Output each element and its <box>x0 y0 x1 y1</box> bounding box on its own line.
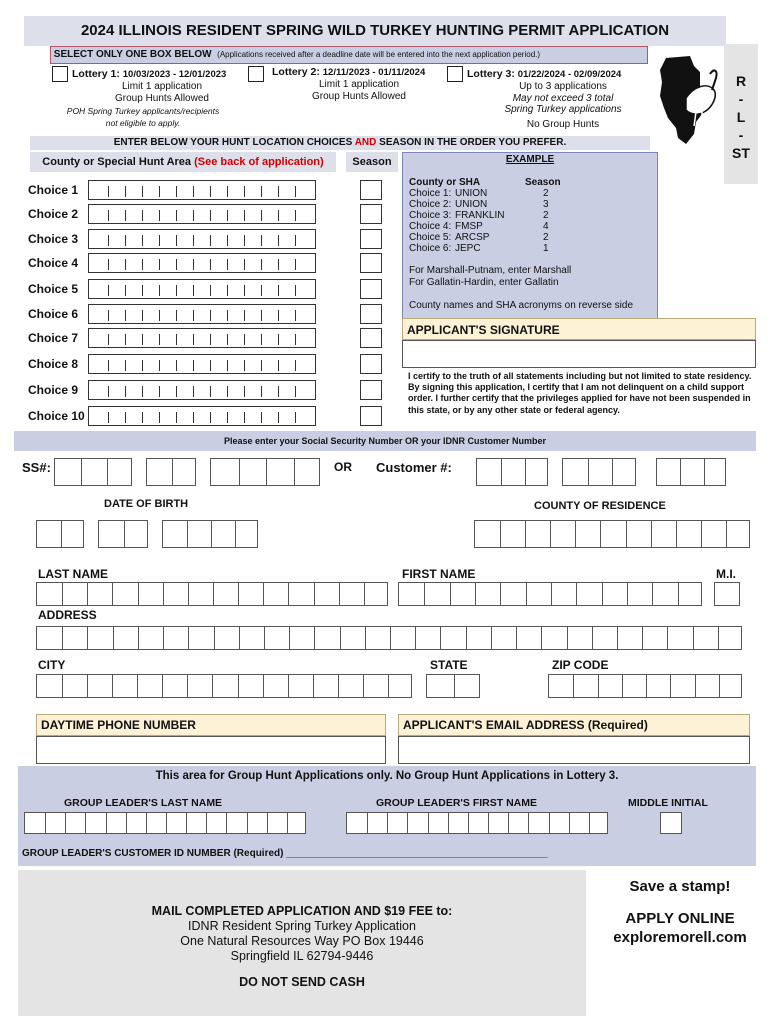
hunt-area-input[interactable] <box>88 253 316 273</box>
season-input[interactable] <box>360 229 382 249</box>
dob-year[interactable] <box>162 520 258 548</box>
hunt-area-input[interactable] <box>88 204 316 224</box>
mi-label: M.I. <box>716 567 736 581</box>
season-input[interactable] <box>360 304 382 324</box>
ss-label: SS#: <box>22 460 51 475</box>
example-cell: 1 <box>543 243 549 254</box>
example-panel <box>402 152 658 320</box>
zip-input[interactable] <box>548 674 742 698</box>
season-input[interactable] <box>360 253 382 273</box>
lottery-2-label: Lottery 2: <box>272 66 320 78</box>
leader-mi-label: MIDDLE INITIAL <box>628 797 708 809</box>
lottery-2-checkbox[interactable] <box>248 66 264 82</box>
example-col-season: Season <box>525 177 561 188</box>
first-name-input[interactable] <box>398 582 702 606</box>
state-input[interactable] <box>426 674 480 698</box>
state-label: STATE <box>430 658 468 672</box>
example-cell: FRANKLIN <box>455 210 505 221</box>
choice-label: Choice 9 <box>28 383 79 397</box>
lottery-3-line: Up to 3 applications <box>519 81 607 92</box>
leader-id-label: GROUP LEADER'S CUSTOMER ID NUMBER (Required) _______________________________________________ <box>22 848 548 859</box>
example-cell: Choice 3: <box>409 210 452 221</box>
address-input[interactable] <box>36 626 742 650</box>
signature-heading: APPLICANT'S SIGNATURE <box>402 318 756 340</box>
ssn-part-1[interactable] <box>54 458 132 486</box>
example-col-county: County or SHA <box>409 177 481 188</box>
first-name-label: FIRST NAME <box>402 567 476 581</box>
choice-label: Choice 2 <box>28 207 79 221</box>
lottery-1-note: POH Spring Turkey applicants/recipients <box>66 106 220 116</box>
dob-label: DATE OF BIRTH <box>104 498 189 510</box>
example-title: EXAMPLE <box>505 154 555 165</box>
form-code-tab <box>724 44 758 184</box>
lottery-3-checkbox[interactable] <box>447 66 463 82</box>
ssn-part-2[interactable] <box>146 458 196 486</box>
leader-last-name-input[interactable] <box>24 812 306 834</box>
example-cell: UNION <box>455 188 488 199</box>
lottery-1-line: Group Hunts Allowed <box>115 92 209 104</box>
lottery-1-note: not eligible to apply. <box>105 118 181 128</box>
instruction-a: ENTER BELOW YOUR HUNT LOCATION CHOICES <box>113 137 353 148</box>
example-cell: Choice 2: <box>409 199 452 210</box>
lottery-2-line: Group Hunts Allowed <box>312 91 406 102</box>
illinois-turkey-icon <box>656 52 722 148</box>
example-cell: 4 <box>543 221 549 232</box>
lottery-3-dates: 01/22/2024 - 02/09/2024 <box>517 69 622 80</box>
select-note-small: (Applications received after a deadline date will be entered into the next application period.) <box>217 50 541 59</box>
mail-warning: DO NOT SEND CASH <box>239 975 365 989</box>
code-char: L <box>736 109 746 125</box>
season-column-header: Season <box>346 152 398 172</box>
instruction-b: SEASON IN THE ORDER YOU PREFER. <box>379 137 567 148</box>
phone-input[interactable] <box>36 736 386 764</box>
code-char: - <box>738 91 744 107</box>
leader-last-label: GROUP LEADER'S LAST NAME <box>64 797 223 809</box>
example-cell: FMSP <box>455 221 483 232</box>
example-cell: 2 <box>543 188 549 199</box>
season-input[interactable] <box>360 204 382 224</box>
group-note: This area for Group Hunt Applications only. No Group Hunt Applications in Lottery 3. <box>155 770 619 782</box>
certification-text: I certify to the truth of all statements including but not limited to state residency. By signing this application, I certify that I am not delinquent on a child support order. I further certify that the privileges applied for have not been suspended in this state, or by any other state or federal agency. <box>408 371 752 415</box>
code-char: - <box>738 127 744 143</box>
code-char: ST <box>732 145 750 161</box>
lottery-2-dates: 12/11/2023 - 01/11/2024 <box>322 67 426 78</box>
save-stamp-text: Save a stamp! <box>629 878 731 895</box>
mail-line: One Natural Resources Way PO Box 19446 <box>180 934 424 948</box>
example-note: For Gallatin-Hardin, enter Gallatin <box>409 277 559 288</box>
mail-line: MAIL COMPLETED APPLICATION AND $19 FEE to: <box>151 904 453 918</box>
example-cell: 3 <box>543 199 549 210</box>
season-input[interactable] <box>360 328 382 348</box>
choice-label: Choice 5 <box>28 282 79 296</box>
id-instruction: Please enter your Social Security Number OR your IDNR Customer Number <box>14 431 756 451</box>
col-county: County or Special Hunt Area <box>42 156 192 168</box>
last-name-label: LAST NAME <box>38 567 108 581</box>
middle-initial-input[interactable] <box>714 582 740 606</box>
example-cell: Choice 6: <box>409 243 452 254</box>
choices-instruction <box>30 136 650 150</box>
lottery-1-checkbox[interactable] <box>52 66 68 82</box>
season-input[interactable] <box>360 380 382 400</box>
last-name-input[interactable] <box>36 582 388 606</box>
apply-online-text: APPLY ONLINE <box>625 910 735 927</box>
hunt-area-input[interactable] <box>88 380 316 400</box>
example-cell: Choice 1: <box>409 188 452 199</box>
choice-label: Choice 8 <box>28 357 79 371</box>
col-county-note: (See back of application) <box>194 156 324 168</box>
lottery-1-line: Limit 1 application <box>121 81 203 92</box>
dob-month[interactable] <box>36 520 84 548</box>
season-input[interactable] <box>360 279 382 299</box>
dob-day[interactable] <box>98 520 148 548</box>
leader-first-label: GROUP LEADER'S FIRST NAME <box>376 797 537 809</box>
leader-mi-input[interactable] <box>660 812 682 834</box>
hunt-area-input[interactable] <box>88 279 316 299</box>
choice-label: Choice 4 <box>28 256 79 270</box>
select-note-bold: SELECT ONLY ONE BOX BELOW <box>53 49 212 60</box>
customer-part-1[interactable] <box>476 458 548 486</box>
choice-label: Choice 6 <box>28 307 79 321</box>
example-cell: UNION <box>455 199 488 210</box>
lottery-3-extra: No Group Hunts <box>526 119 600 130</box>
city-input[interactable] <box>36 674 412 698</box>
example-cell: ARCSP <box>455 232 490 243</box>
hunt-area-input[interactable] <box>88 328 316 348</box>
hunt-area-input[interactable] <box>88 229 316 249</box>
customer-part-2[interactable] <box>562 458 636 486</box>
form-title: 2024 ILLINOIS RESIDENT SPRING WILD TURKEY HUNTING PERMIT APPLICATION <box>24 16 726 46</box>
choice-label: Choice 7 <box>28 331 79 345</box>
website-link[interactable]: exploremorell.com <box>613 929 747 946</box>
code-char: R <box>735 73 747 89</box>
email-input[interactable] <box>398 736 750 764</box>
zip-label: ZIP CODE <box>552 658 609 672</box>
example-note: For Marshall-Putnam, enter Marshall <box>409 265 572 276</box>
example-cell: JEPC <box>455 243 481 254</box>
mail-line: Springfield IL 62794-9446 <box>230 949 374 963</box>
city-label: CITY <box>38 658 66 672</box>
address-label: ADDRESS <box>38 608 97 622</box>
signature-field[interactable] <box>402 340 756 368</box>
email-heading: APPLICANT'S EMAIL ADDRESS (Required) <box>398 714 750 736</box>
lottery-3-note: Spring Turkey applications <box>504 104 622 115</box>
example-cell: Choice 4: <box>409 221 452 232</box>
choice-label: Choice 10 <box>28 409 85 423</box>
county-residence-input[interactable] <box>474 520 750 548</box>
choice-label: Choice 1 <box>28 183 79 197</box>
season-input[interactable] <box>360 354 382 374</box>
lottery-1-label: Lottery 1: <box>72 68 120 80</box>
lottery-3-note: May not exceed 3 total <box>512 92 614 104</box>
choice-label: Choice 3 <box>28 232 79 246</box>
example-note: County names and SHA acronyms on reverse side <box>409 300 633 311</box>
hunt-area-input[interactable] <box>88 180 316 200</box>
phone-heading: DAYTIME PHONE NUMBER <box>36 714 386 736</box>
season-input[interactable] <box>360 406 382 426</box>
mail-line: IDNR Resident Spring Turkey Application <box>188 919 416 933</box>
lottery-1-dates: 10/03/2023 - 12/01/2023 <box>122 69 227 80</box>
customer-part-3[interactable] <box>656 458 726 486</box>
hunt-area-input[interactable] <box>88 406 316 426</box>
hunt-area-input[interactable] <box>88 354 316 374</box>
instruction-and: AND <box>354 137 377 148</box>
county-residence-label: COUNTY OF RESIDENCE <box>534 500 666 512</box>
example-cell: 2 <box>543 210 549 221</box>
county-column-header <box>30 152 336 172</box>
example-cell: Choice 5: <box>409 232 452 243</box>
season-input[interactable] <box>360 180 382 200</box>
select-one-note <box>50 46 648 64</box>
customer-label: Customer #: <box>376 460 452 475</box>
hunt-area-input[interactable] <box>88 304 316 324</box>
example-cell: 2 <box>543 232 549 243</box>
leader-first-name-input[interactable] <box>346 812 608 834</box>
ssn-part-3[interactable] <box>210 458 320 486</box>
lottery-2-line: Limit 1 application <box>318 79 400 90</box>
mail-instructions <box>18 870 586 1016</box>
or-label: OR <box>334 460 352 474</box>
lottery-3-label: Lottery 3: <box>467 68 515 80</box>
